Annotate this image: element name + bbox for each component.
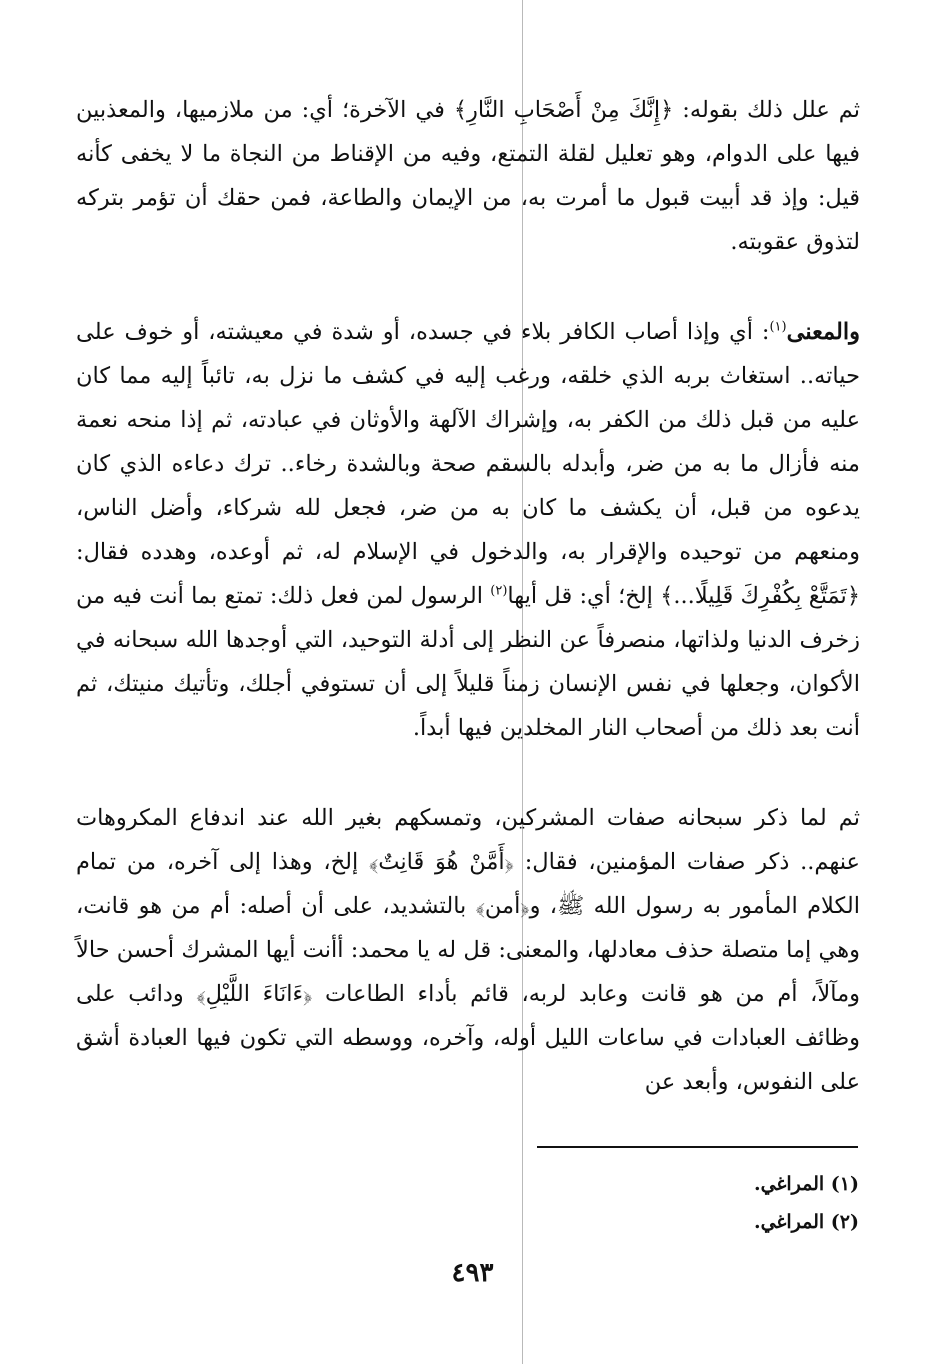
paragraph-2-text-continued: الرسول لمن فعل ذلك: تمتع بما أنت فيه من زخرف الدنيا ولذاتها، منصرفاً عن النظر إلى أدلة التوحيد، التي أوجدها الله سبحانه في الأكوان، وجعلها في نفس الإنسان زمناً قليلاً إلى أن تستوفي أجلك، وتأتيك منيتك، ثم أنت بعد ذلك من أصحاب النار المخلدين فيها أبداً. <box>76 583 860 741</box>
paragraph-2-text: : أي وإذا أصاب الكافر بلاء في جسده، أو شدة في معيشته، أو خوف على حياته.. استغاث بربه الذي خلقه، ورغب إليه في كشف ما نزل به، تائباً إليه مما كان عليه من قبل ذلك من الكفر به، وإشراك الآلهة والأوثان في عبادته، ثم إذا منحه نعمة منه فأزال ما به من ضر، وأبدله بالسقم صحة وبالشدة رخاء.. ترك دعاءه الذي كان يدعوه من قبل، أن يكشف ما كان به من ضر، فجعل لله شركاء، وأضل الناس، ومنعهم من توحيده والإقرار به، والدخول في الإسلام له، ثم أوعده، وهدده فقال: ﴿تَمَتَّعْ بِكُفْرِكَ قَلِيلًا...﴾ إلخ؛ أي: قل أيها <box>76 319 861 609</box>
footnote-1-text: المراغي. <box>753 1173 825 1195</box>
paragraph-1 <box>76 88 860 264</box>
paragraph-1-text: ثم علل ذلك بقوله: ﴿إِنَّكَ مِنْ أَصْحَابِ النَّارِ﴾ في الآخرة؛ أي: من ملازميها، والمعذبين فيها على الدوام، وهو تعليل لقلة التمتع، وفيه من الإقناط من النجاة ما لا يخفى كأنه قيل: وإذ قد أبيت قبول ما أمرت به، من الإيمان والطاعة، فمن حقك أن تؤمر بتركه لتذوق عقوبته. <box>76 97 860 255</box>
footnote-2 <box>754 1203 859 1241</box>
page-number: ٤٩٣ <box>451 1258 494 1288</box>
paragraph-3 <box>76 796 860 1104</box>
footnote-1 <box>754 1165 859 1203</box>
footnotes <box>754 1165 859 1241</box>
footnote-separator <box>537 1146 858 1148</box>
main-text <box>76 88 860 1104</box>
footnote-ref-1: (١) <box>769 319 787 335</box>
paragraph-3-text: ثم لما ذكر سبحانه صفات المشركين، وتمسكهم بغير الله عند اندفاع المكروهات عنهم.. ذكر صفات المؤمنين، فقال: ﴿أَمَّنْ هُوَ قَانِتٌ﴾ إلخ، وهذا إلى آخره، من تمام الكلام المأمور به رسول الله ﷺ، و﴿أمن﴾ بالتشديد، على أن أصله: أم من هو قانت، وهي إما متصلة حذف معادلها، والمعنى: قل له يا محمد: أأنت أيها المشرك أحسن حالاً ومآلاً، أم من هو قانت وعابد لربه، قائم بأداء الطاعات ﴿ءَانَاءَ اللَّيْلِ﴾ ودائب على وظائف العبادات في ساعات الليل أوله، وآخره، ووسطه التي تكون فيها العبادة أشق على النفوس، وأبعد عن <box>76 805 860 1095</box>
paragraph-2-lead: والمعنى <box>786 319 860 345</box>
footnote-2-number: (٢) <box>830 1211 859 1233</box>
footnote-2-text: المراغي. <box>753 1211 825 1233</box>
footnote-1-number: (١) <box>830 1173 859 1195</box>
paragraph-2 <box>76 310 860 750</box>
footnote-ref-2: (٢) <box>490 583 508 599</box>
